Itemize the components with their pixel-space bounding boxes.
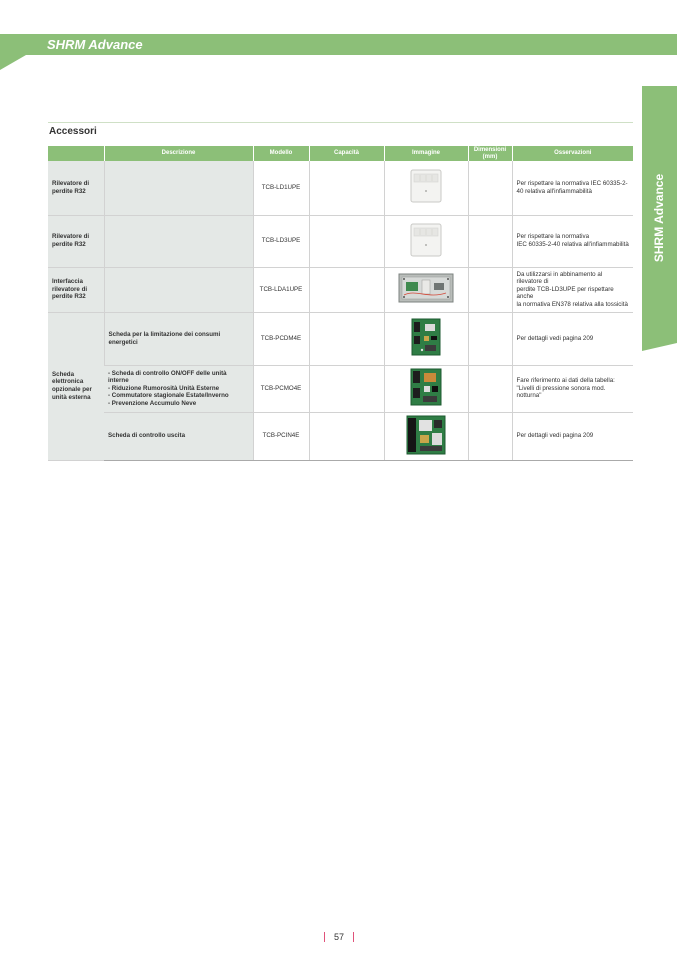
row-dimensions bbox=[468, 412, 512, 460]
row-notes bbox=[512, 365, 633, 412]
category-line: Scheda bbox=[52, 370, 75, 378]
notes-line: "Livelli di pressione sonora mod. notturna" bbox=[516, 384, 606, 400]
row-notes bbox=[512, 215, 633, 267]
header-osservazioni: Osservazioni bbox=[512, 146, 633, 161]
row-image-cell bbox=[384, 161, 468, 215]
category-line: opzionale per bbox=[52, 386, 92, 393]
row-dimensions bbox=[468, 215, 512, 267]
header-dimensioni-line2: (mm) bbox=[482, 153, 498, 160]
table-row bbox=[48, 215, 633, 267]
side-tab-tail bbox=[642, 343, 677, 351]
notes-line: Per rispettare la normativa bbox=[516, 233, 590, 241]
notes-line: Per dettagli vedi pagina 209 bbox=[516, 432, 594, 440]
table-row bbox=[48, 412, 633, 460]
row-category bbox=[48, 161, 104, 215]
header-category bbox=[48, 146, 104, 161]
row-capacity bbox=[309, 412, 384, 460]
category-line: Rilevatore di bbox=[52, 180, 90, 188]
row-description bbox=[104, 312, 253, 365]
notes-line: 40 relativa all'infiammabilità bbox=[516, 187, 592, 195]
row-image-cell bbox=[384, 365, 468, 412]
table-row bbox=[48, 161, 633, 215]
row-model: TCB-PCIN4E bbox=[253, 412, 309, 460]
row-notes bbox=[512, 267, 633, 312]
notes-line: Fare riferimento ai dati della tabella: bbox=[516, 377, 615, 385]
row-description bbox=[104, 365, 253, 412]
row-capacity bbox=[309, 312, 384, 365]
row-dimensions bbox=[468, 161, 512, 215]
table-row bbox=[48, 312, 633, 365]
category-line: elettronica bbox=[52, 378, 84, 386]
page-number: 57 bbox=[324, 931, 354, 943]
row-description bbox=[104, 412, 253, 460]
category-line: rilevatore di bbox=[52, 285, 88, 293]
row-model: TCB-PCDM4E bbox=[253, 312, 309, 365]
category-line: perdite R32 bbox=[52, 293, 86, 301]
row-dimensions bbox=[468, 365, 512, 412]
header-dimensioni-line1: Dimensioni bbox=[473, 146, 507, 153]
row-capacity bbox=[309, 215, 384, 267]
pcb-board-image bbox=[411, 318, 441, 356]
leak-detector-image bbox=[410, 223, 442, 257]
header-title: SHRM Advance bbox=[47, 37, 143, 52]
row-capacity bbox=[309, 365, 384, 412]
row-notes bbox=[512, 312, 633, 365]
row-description bbox=[104, 215, 253, 267]
category-line: perdite R32 bbox=[52, 241, 86, 248]
notes-line: IEC 60335-2-40 relativa all'infiammabilità bbox=[516, 241, 629, 248]
notes-line: la normativa EN378 relativa alla tossicità bbox=[516, 300, 628, 308]
row-notes bbox=[512, 412, 633, 460]
leak-detector-image bbox=[410, 169, 442, 203]
row-category bbox=[48, 215, 104, 267]
description-line: - Scheda di controllo ON/OFF delle unità interne bbox=[108, 369, 227, 385]
row-model: TCB-LDA1UPE bbox=[253, 267, 309, 312]
description-line: - Prevenzione Accumulo Neve bbox=[108, 399, 197, 407]
category-line: unità esterna bbox=[52, 393, 91, 401]
row-model: TCB-PCMO4E bbox=[253, 365, 309, 412]
row-image-cell bbox=[384, 215, 468, 267]
header-dimensioni bbox=[468, 146, 512, 161]
description-line: Scheda di controllo uscita bbox=[108, 432, 186, 440]
table-row bbox=[48, 365, 633, 412]
interface-box-image bbox=[398, 273, 454, 303]
description-line: Scheda per la limitazione dei consumi energetici bbox=[108, 330, 221, 346]
group-category bbox=[48, 312, 104, 460]
row-image-cell bbox=[384, 267, 468, 312]
pcb-board-image bbox=[410, 368, 442, 406]
side-tab-label: SHRM Advance bbox=[652, 173, 666, 263]
row-notes bbox=[512, 161, 633, 215]
row-category bbox=[48, 267, 104, 312]
row-model: TCB-LD3UPE bbox=[253, 215, 309, 267]
pcb-board-image bbox=[406, 415, 446, 455]
notes-line: Per dettagli vedi pagina 209 bbox=[516, 334, 594, 342]
section-rule bbox=[48, 122, 633, 123]
row-dimensions bbox=[468, 267, 512, 312]
row-capacity bbox=[309, 161, 384, 215]
notes-line: Da utilizzarsi in abbinamento al rilevatore di bbox=[516, 270, 603, 286]
description-line: - Commutatore stagionale Estate/Inverno bbox=[108, 392, 229, 400]
header-band-tail bbox=[0, 55, 26, 70]
header-modello: Modello bbox=[253, 146, 309, 161]
table-row bbox=[48, 267, 633, 312]
category-line: Rilevatore di bbox=[52, 233, 90, 241]
row-capacity bbox=[309, 267, 384, 312]
category-line: Interfaccia bbox=[52, 278, 83, 286]
notes-line: Per rispettare la normativa IEC 60335-2- bbox=[516, 180, 628, 188]
table-header-row bbox=[48, 146, 633, 161]
section-title: Accessori bbox=[49, 126, 97, 137]
row-image-cell bbox=[384, 312, 468, 365]
notes-line: perdite TCB-LD3UPE per rispettare anche bbox=[516, 285, 614, 301]
description-line: - Riduzione Rumorosità Unità Esterne bbox=[108, 384, 220, 392]
row-dimensions bbox=[468, 312, 512, 365]
header-immagine: Immagine bbox=[384, 146, 468, 161]
accessories-table bbox=[48, 146, 633, 461]
category-line: perdite R32 bbox=[52, 187, 86, 195]
row-model: TCB-LD1UPE bbox=[253, 161, 309, 215]
row-description bbox=[104, 161, 253, 215]
row-image-cell bbox=[384, 412, 468, 460]
row-description bbox=[104, 267, 253, 312]
header-capacita: Capacità bbox=[309, 146, 384, 161]
header-descrizione: Descrizione bbox=[104, 146, 253, 161]
